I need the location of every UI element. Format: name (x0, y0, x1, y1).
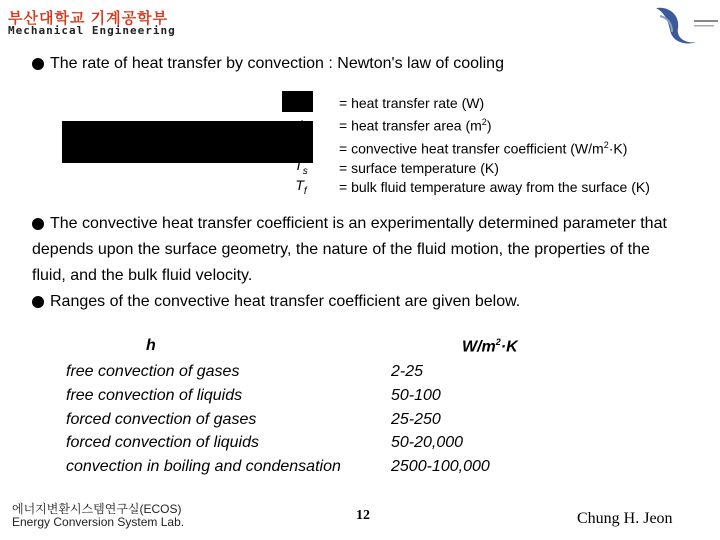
table-row-value: 2-25 (391, 363, 424, 380)
lab-name-en: Energy Conversion System Lab. (12, 515, 185, 529)
author-name: Chung H. Jeon (577, 510, 673, 527)
def-area: = heat transfer area $(m^2)$ (339, 117, 492, 134)
bullet2-text: The convective heat transfer coefficient is an experimentally determined parameter that depends upon the surface geometry, the nature of the fluid motion, the properties of the fluid, and the bulk fluid velocity. (32, 215, 667, 284)
bullet3-paragraph (32, 289, 672, 315)
table-row-value: 50-100 (391, 386, 441, 404)
redacted-equation (62, 121, 313, 163)
symbol-tf-sub: f (303, 185, 307, 197)
table-header-unit: $W/m^2\cdot K$ (462, 337, 518, 356)
table-labels (66, 360, 341, 479)
symbol-h: h (297, 137, 305, 153)
table-row-label: convection in boiling and condensation (66, 458, 341, 476)
bullet-icon (32, 218, 44, 230)
table-row-value: 2500-100,000 (391, 458, 490, 476)
symbol-ts-sub: s (302, 165, 308, 177)
table-row-value: 50-20,000 (391, 434, 464, 452)
equation-definitions (339, 94, 650, 197)
bullet3-text: Ranges of the convective heat transfer coefficient are given below. (50, 293, 521, 310)
table-row-label: forced convection of liquids (66, 434, 259, 452)
def-heat-rate: = heat transfer rate (W) (339, 95, 485, 111)
symbol-ts: $T_s$ (294, 157, 308, 177)
bullet-newton-cooling (32, 55, 504, 73)
table-row-value: 25-250 (391, 410, 441, 428)
redacted-symbol-q (282, 91, 313, 112)
symbol-tf: $T_f$ (295, 177, 307, 197)
def-surface-temp: = surface temperature (K) (339, 159, 499, 176)
table-header-h: h (146, 337, 156, 354)
table-row-label: free convection of gases (66, 363, 240, 380)
lab-name-kr: 에너지변환시스템연구실(ECOS) (12, 502, 182, 516)
bullet2-paragraph (32, 211, 672, 289)
table-row-label: free convection of liquids (66, 386, 243, 404)
def-coefficient: = convective heat transfer coefficient $(W/m^2\cdot K)$ (339, 140, 628, 157)
university-logo-icon (650, 2, 720, 48)
table-values (391, 360, 490, 479)
def-bulk-temp: = bulk fluid temperature away from the surface (K) (339, 179, 650, 196)
university-name-kr: 부산대학교 기계공학부 (8, 10, 169, 27)
bullet1-text: The rate of heat transfer by convection : Newton's law of cooling (50, 55, 504, 72)
description-paragraph (32, 211, 672, 315)
department-name-en: Mechanical Engineering (8, 24, 176, 37)
equation-symbols (284, 115, 318, 195)
page-number: 12 (356, 508, 370, 523)
bullet-icon (32, 58, 44, 70)
bullet-icon (32, 296, 44, 308)
table-row-label: forced convection of gases (66, 410, 257, 428)
symbol-area: A (296, 117, 306, 133)
